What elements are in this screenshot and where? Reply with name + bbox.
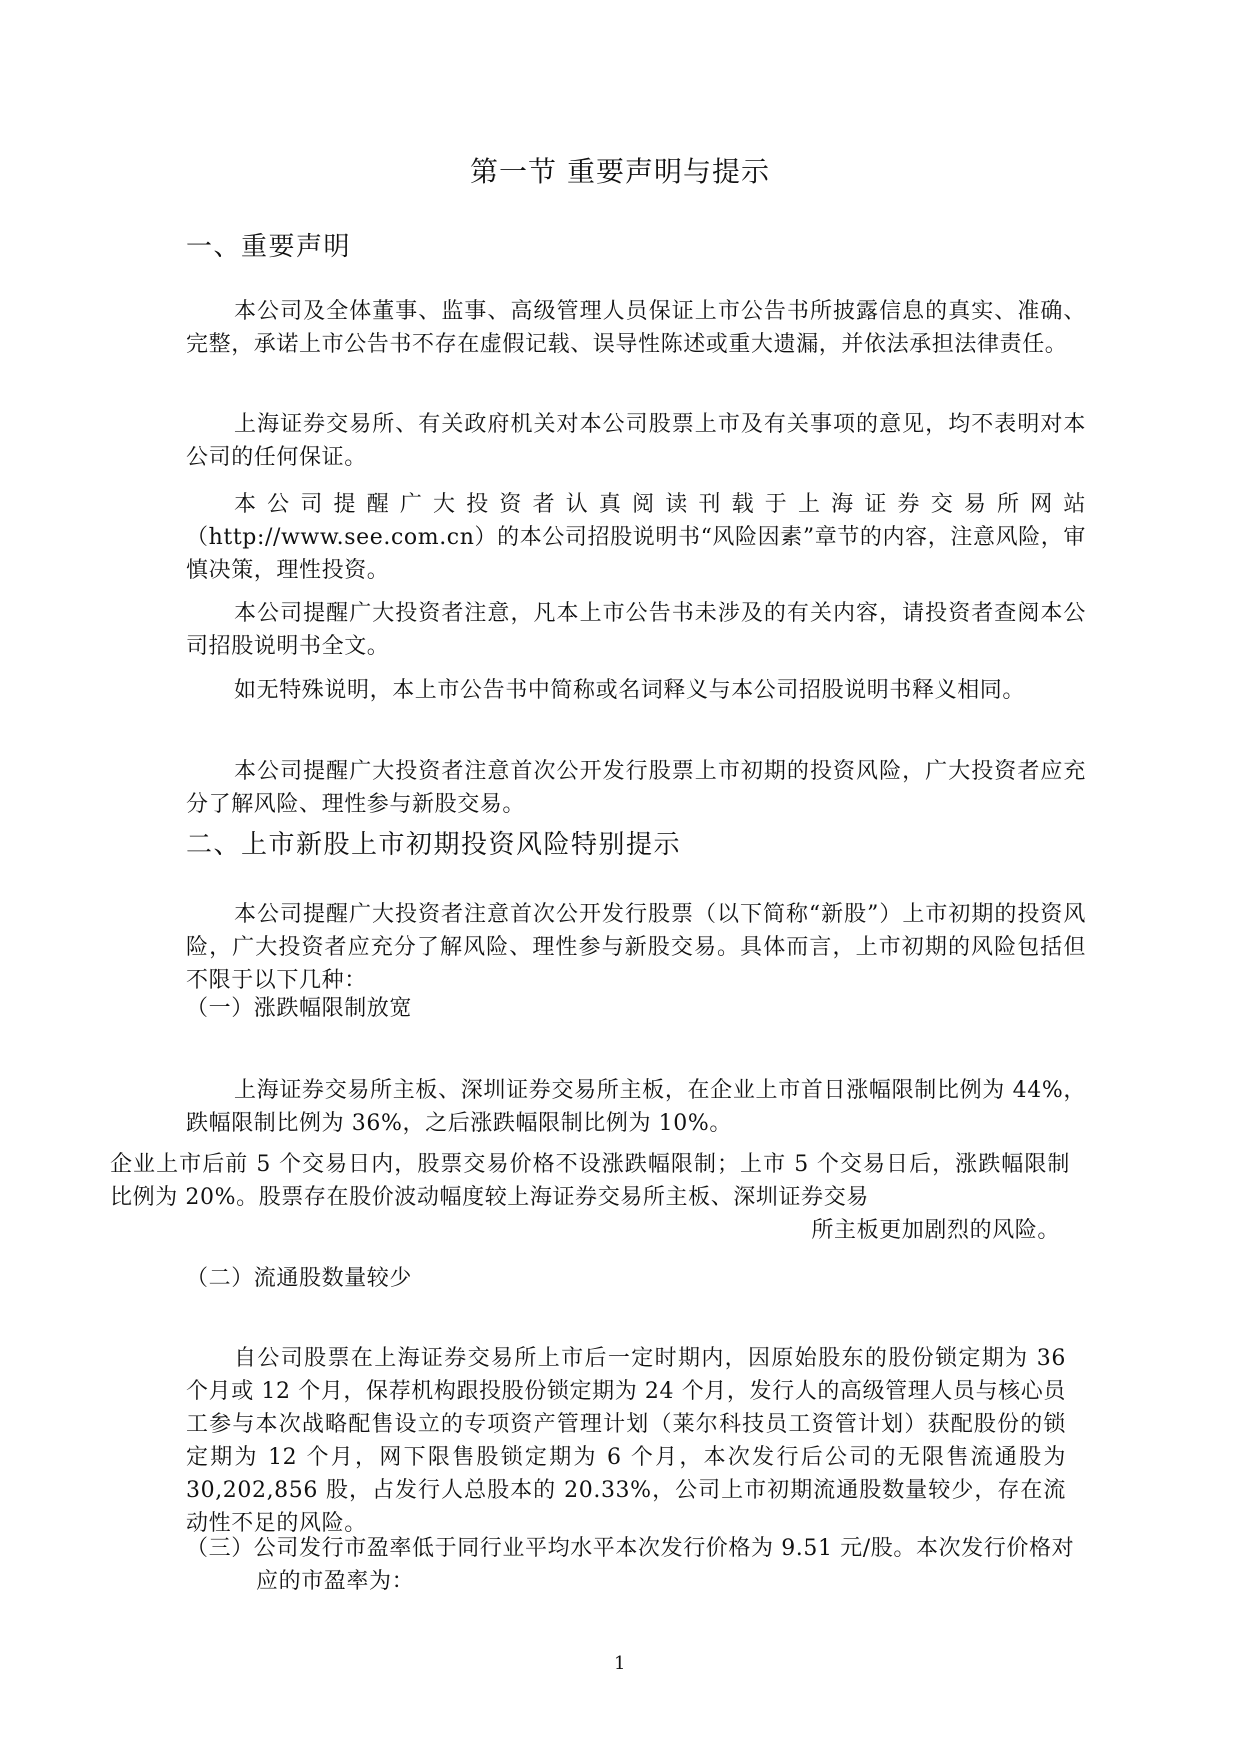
paragraph-lockup-periods: 自公司股票在上海证券交易所上市后一定时期内，因原始股东的股份锁定期为 36 个月或 12 个月，保荐机构跟投股份锁定期为 24 个月，发行人的高级管理人员与核心员工参与本次战略配售设立的专项资产管理计划（莱尔科技员工资管计划）获配股份的锁定期为 12 个月，网下限售股锁定期为 6 个月，本次发行后公司的无限售流通股为 30,202,856 股，占发行人总股本的 20.33%，公司上市初期流通股数量较少，存在流动性不足的风险。 <box>186 1346 1066 1536</box>
paragraph-definitions: 如无特殊说明，本上市公告书中简称或名词释义与本公司招股说明书释义相同。 <box>234 678 1026 703</box>
subheading-limited-float: （二）流通股数量较少 <box>186 1266 413 1291</box>
paragraph-initial-listing-risks: 本公司提醒广大投资者注意首次公开发行股票（以下简称“新股”）上市初期的投资风险，广大投资者应充分了解风险、理性参与新股交易。具体而言，上市初期的风险包括但不限于以下几种： <box>186 902 1086 993</box>
subheading-pe-ratio: （三）公司发行市盈率低于同行业平均水平本次发行价格为 9.51 元/股。本次发行价格对应的市盈率为： <box>186 1536 1075 1594</box>
paragraph-prospectus-full-text: 本公司提醒广大投资者注意，凡本上市公告书未涉及的有关内容，请投资者查阅本公司招股说明书全文。 <box>186 601 1086 659</box>
paragraph-read-prospectus: 本公司提醒广大投资者认真阅读刊载于上海证券交易所网站（http://www.see.com.cn）的本公司招股说明书“风险因素”章节的内容，注意风险，审慎决策，理性投资。 <box>186 492 1086 583</box>
paragraph-disclosure-guarantee: 本公司及全体董事、监事、高级管理人员保证上市公告书所披露信息的真实、准确、完整，承诺上市公告书不存在虚假记载、误导性陈述或重大遗漏，并依法承担法律责任。 <box>186 299 1086 357</box>
section-title: 第一节 重要声明与提示 <box>470 155 770 188</box>
paragraph-no-guarantee: 上海证券交易所、有关政府机关对本公司股票上市及有关事项的意见，均不表明对本公司的任何保证。 <box>186 412 1086 470</box>
page-number: 1 <box>613 1653 627 1674</box>
paragraph-no-price-limit-text: 企业上市后前 5 个交易日内，股票交易价格不设涨跌幅限制；上市 5 个交易日后，涨跌幅限制比例为 20%。股票存在股价波动幅度较上海证券交易所主板、深圳证券交易 <box>110 1152 1070 1210</box>
subheading-price-limit: （一）涨跌幅限制放宽 <box>186 996 413 1021</box>
paragraph-ipo-risk-reminder: 本公司提醒广大投资者注意首次公开发行股票上市初期的投资风险，广大投资者应充分了解风险、理性参与新股交易。 <box>186 759 1086 817</box>
heading-ipo-risk-notice: 二、上市新股上市初期投资风险特别提示 <box>186 830 682 860</box>
heading-important-statement: 一、重要声明 <box>186 232 352 262</box>
paragraph-no-price-limit-end: 所主板更加剧烈的风险。 <box>811 1218 1060 1243</box>
paragraph-price-limit-ratios: 上海证券交易所主板、深圳证券交易所主板，在企业上市首日涨幅限制比例为 44%，跌幅限制比例为 36%，之后涨跌幅限制比例为 10%。 <box>186 1078 1086 1136</box>
paragraph-no-price-limit-period <box>110 1148 1070 1247</box>
